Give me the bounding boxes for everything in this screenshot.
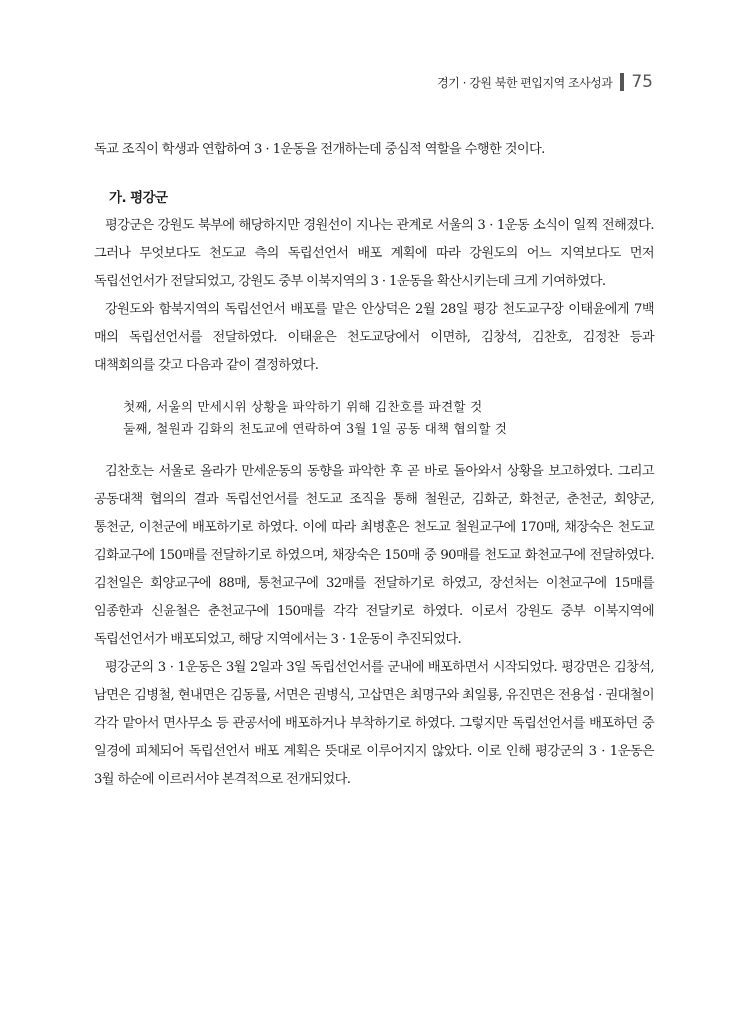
running-header xyxy=(437,72,653,92)
header-divider-bar xyxy=(620,73,624,91)
paragraph-4: 평강군의 3 · 1운동은 3월 2일과 3일 독립선언서를 군내에 배포하면서 시작되었다. 평강면은 김창석, 남면은 김병철, 현내면은 김동률, 서면은 권병식, 고삽면은 최명구와 최일룡, 유진면은 전용섭 · 권대철이 각각 맡아서 면사무소 등 관공서에 배포하거나 부착하기로 하였다. 그렇지만 독립선언서를 배포하던 중 일경에 피체되어 독립선언서 배포 계획은 뜻대로 이루어지지 않았다. 이로 인해 평강군의 3 · 1운동은 3월 하순에 이르러서야 본격적으로 전개되었다. xyxy=(94,660,654,787)
decision-item-1: 첫째, 서울의 만세시위 상황을 파악하기 위해 김찬호를 파견할 것 xyxy=(123,399,483,414)
page-body xyxy=(94,136,654,794)
page-number: 75 xyxy=(631,72,653,92)
paragraph-1: 평강군은 강원도 북부에 해당하지만 경원선이 지나는 관계로 서울의 3 · 1운동 소식이 일찍 전해졌다. 그러나 무엇보다도 천도교 측의 독립선언서 배포 계획에 따라 강원도의 어느 지역보다도 먼저 독립선언서가 전달되었고, 강원도 중부 이북지역의 3 · 1운동을 확산시키는데 크게 기여하였다. xyxy=(94,218,654,289)
running-title: 경기 · 강원 북한 편입지역 조사성과 xyxy=(437,75,613,90)
decision-list xyxy=(123,396,654,440)
paragraph-3: 김찬호는 서울로 올라가 만세운동의 동향을 파악한 후 곧 바로 돌아와서 상황을 보고하였다. 그리고 공동대책 협의의 결과 독립선언서를 천도교 조직을 통해 철원군, 김화군, 화천군, 춘천군, 회양군, 통천군, 이천군에 배포하기로 하였다. 이에 따라 최병훈은 천도교 철원교구에 170매, 채장숙은 천도교 김화교구에 150매를 전달하기로 하였으며, 채장숙은 150매 중 90매를 천도교 화천교구에 전달하였다. 김천일은 회양교구에 88매, 통천교구에 32매를 전달하기로 하였고, 장선처는 이천교구에 15매를 임종한과 신윤철은 춘천교구에 150매를 각각 전달키로 하였다. 이로서 강원도 중부 이북지역에 독립선언서가 배포되었고, 해당 지역에서는 3 · 1운동이 추진되었다. xyxy=(94,464,654,647)
decision-item-2: 둘째, 철원과 김화의 천도교에 연락하여 3월 1일 공동 대책 협의할 것 xyxy=(123,421,508,436)
section-heading: 가. 평강군 xyxy=(109,190,168,206)
paragraph-2: 강원도와 함북지역의 독립선언서 배포를 맡은 안상덕은 2월 28일 평강 천도교구장 이태윤에게 7백 매의 독립선언서를 전달하였다. 이태윤은 천도교당에서 이면하, 김창석, 김찬호, 김정찬 등과 대책회의를 갖고 다음과 같이 결정하였다. xyxy=(94,302,654,373)
intro-paragraph: 독교 조직이 학생과 연합하여 3 · 1운동을 전개하는데 중심적 역할을 수행한 것이다. xyxy=(94,142,545,157)
